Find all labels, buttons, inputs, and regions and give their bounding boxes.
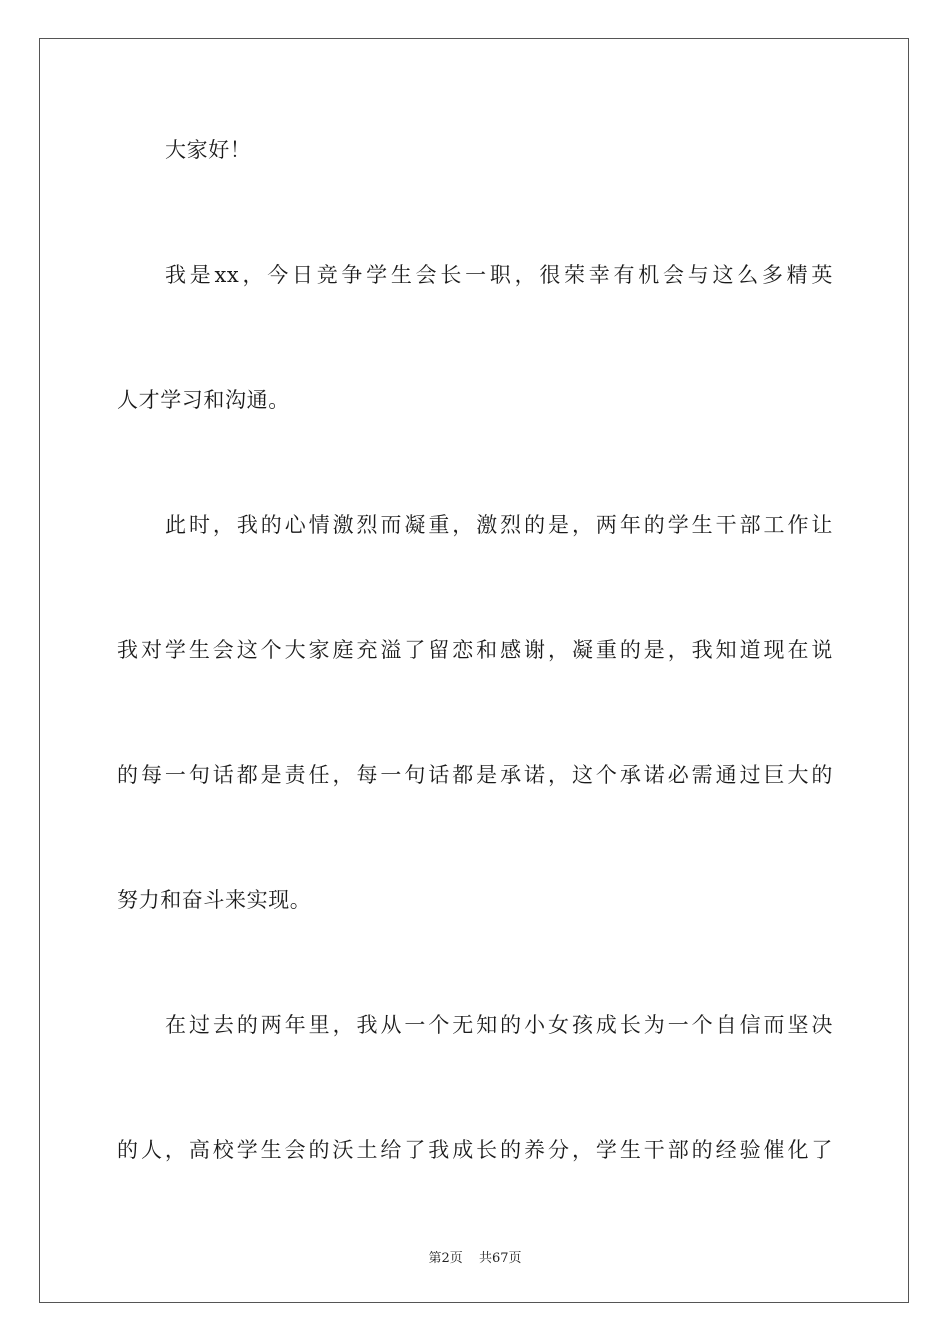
- paragraph-line: 的每一句话都是责任，每一句话都是承诺，这个承诺必需通过巨大的: [117, 763, 833, 787]
- paragraph-line: 我是xx，今日竞争学生会长一职，很荣幸有机会与这么多精英: [165, 263, 833, 287]
- paragraph-line: 努力和奋斗来实现。: [117, 888, 312, 912]
- paragraph-line: 人才学习和沟通。: [117, 388, 290, 412]
- page-total: 共67页: [478, 1251, 522, 1266]
- paragraph-line: 在过去的两年里，我从一个无知的小女孩成长为一个自信而坚决: [165, 1013, 833, 1037]
- page-footer: [0, 1247, 950, 1266]
- page-border: [39, 38, 909, 1303]
- paragraph-line: 此时，我的心情激烈而凝重，激烈的是，两年的学生干部工作让: [165, 513, 833, 537]
- paragraph-line: 我对学生会这个大家庭充溢了留恋和感谢，凝重的是，我知道现在说: [117, 638, 833, 662]
- page-number: 第2页: [428, 1251, 463, 1266]
- greeting-line: 大家好！: [165, 138, 252, 162]
- paragraph-line: 的人，高校学生会的沃土给了我成长的养分，学生干部的经验催化了: [117, 1138, 833, 1162]
